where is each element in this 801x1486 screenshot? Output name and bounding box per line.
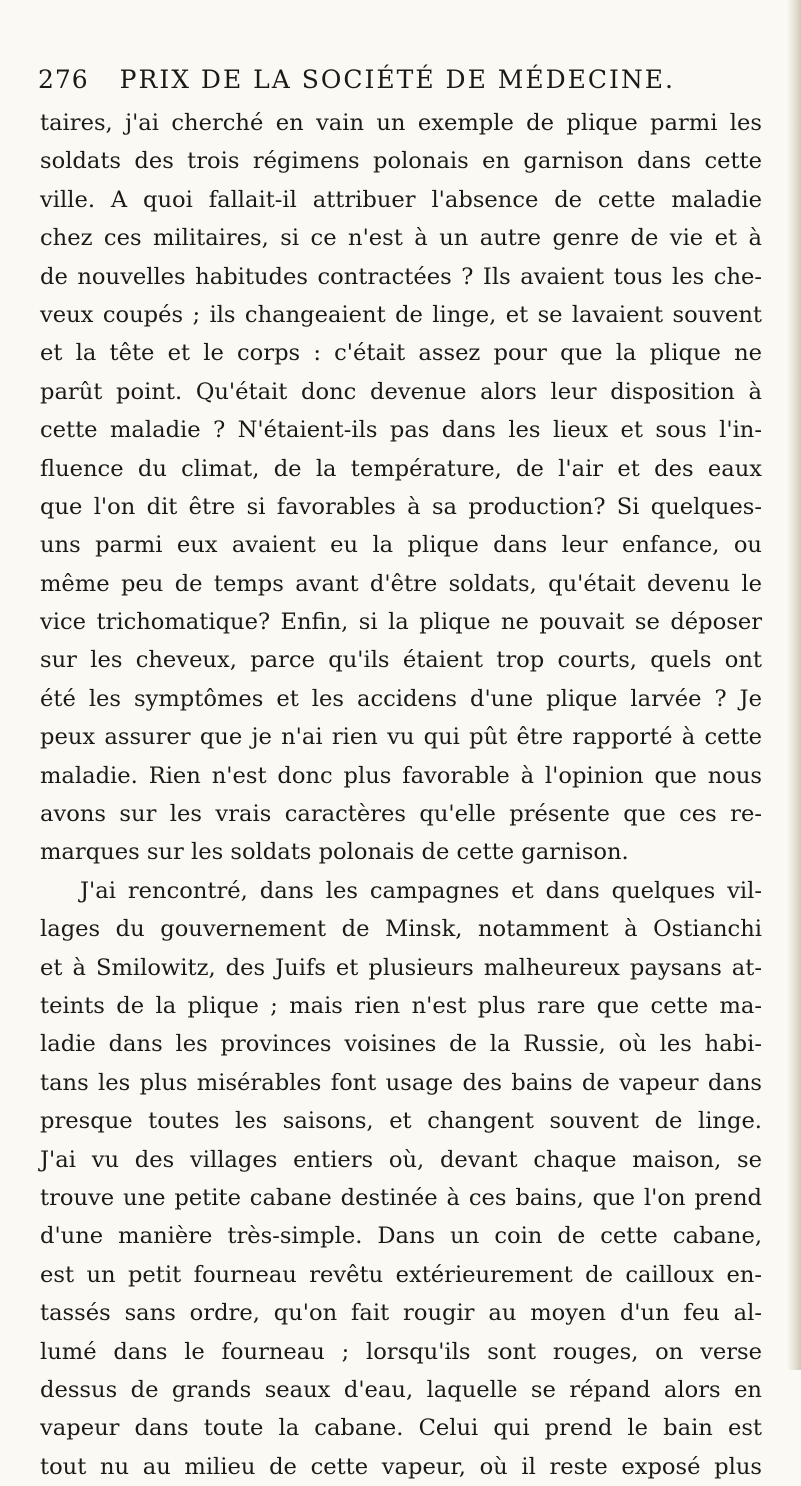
- running-head: [38, 60, 738, 100]
- text-line: vapeur dans toute la cabane. Celui qui prend le bain est: [40, 1415, 762, 1442]
- text-line: trouve une petite cabane destinée à ces bains, que l'on prend: [40, 1184, 762, 1211]
- text-line: de nouvelles habitudes contractées ? Ils avaient tous les che-: [40, 263, 762, 290]
- text-line: été les symptômes et les accidens d'une plique larvée ? Je: [40, 685, 762, 712]
- text-line: et la tête et le corps : c'était assez pour que la plique ne: [40, 340, 762, 367]
- text-line: est un petit fourneau revêtu extérieurement de cailloux en-: [40, 1261, 762, 1288]
- text-line: tout nu au milieu de cette vapeur, où il reste exposé plus: [40, 1453, 762, 1480]
- text-line: lumé dans le fourneau ; lorsqu'ils sont rouges, on verse: [40, 1338, 762, 1365]
- text-line: fluence du climat, de la température, de l'air et des eaux: [40, 455, 762, 482]
- running-title: PRIX DE LA SOCIÉTÉ DE MÉDECINE.: [119, 65, 675, 94]
- text-line: maladie. Rien n'est donc plus favorable à l'opinion que nous: [40, 762, 762, 789]
- text-line: dessus de grands seaux d'eau, laquelle se répand alors en: [40, 1376, 762, 1403]
- text-line: teints de la plique ; mais rien n'est plus rare que cette ma-: [40, 992, 762, 1019]
- text-line: cette maladie ? N'étaient-ils pas dans les lieux et sous l'in-: [40, 417, 762, 444]
- text-line: uns parmi eux avaient eu la plique dans leur enfance, ou: [40, 532, 762, 559]
- text-line: ladie dans les provinces voisines de la Russie, où les habi-: [40, 1031, 762, 1058]
- text-line: lages du gouvernement de Minsk, notamment à Ostianchi: [40, 916, 762, 943]
- text-line: presque toutes les saisons, et changent souvent de linge.: [40, 1108, 762, 1135]
- paragraph-2: [40, 872, 762, 1486]
- page-edge-shadow: [787, 0, 801, 1370]
- text-line: chez ces militaires, si ce n'est à un autre genre de vie et à: [40, 225, 762, 252]
- text-line: veux coupés ; ils changeaient de linge, et se lavaient souvent: [40, 301, 762, 328]
- paragraph-1: [40, 104, 762, 872]
- body-text: [40, 104, 762, 1486]
- text-line: que l'on dit être si favorables à sa production? Si quelques-: [40, 493, 762, 520]
- text-line: d'une manière très-simple. Dans un coin de cette cabane,: [40, 1223, 762, 1250]
- page-number: 276: [38, 65, 89, 94]
- text-line: peux assurer que je n'ai rien vu qui pût être rapporté à cette: [40, 724, 762, 751]
- text-line: parût point. Qu'était donc devenue alors leur disposition à: [40, 378, 762, 405]
- text-line: ville. A quoi fallait-il attribuer l'absence de cette maladie: [40, 186, 762, 213]
- text-line: avons sur les vrais caractères qu'elle présente que ces re-: [40, 801, 762, 828]
- text-line: J'ai vu des villages entiers où, devant chaque maison, se: [40, 1146, 762, 1173]
- text-line: sur les cheveux, parce qu'ils étaient trop courts, quels ont: [40, 647, 762, 674]
- text-line: soldats des trois régimens polonais en garnison dans cette: [40, 148, 762, 175]
- text-line: J'ai rencontré, dans les campagnes et dans quelques vil-: [80, 877, 762, 904]
- text-line: et à Smilowitz, des Juifs et plusieurs malheureux paysans at-: [40, 954, 762, 981]
- text-line: vice trichomatique? Enfin, si la plique ne pouvait se déposer: [40, 609, 762, 636]
- text-line: marques sur les soldats polonais de cette garnison.: [40, 839, 629, 866]
- text-line: tans les plus misérables font usage des bains de vapeur dans: [40, 1069, 762, 1096]
- text-line: même peu de temps avant d'être soldats, qu'était devenu le: [40, 570, 762, 597]
- text-line: tassés sans ordre, qu'on fait rougir au moyen d'un feu al-: [40, 1300, 762, 1327]
- text-line: taires, j'ai cherché en vain un exemple de plique parmi les: [40, 110, 762, 136]
